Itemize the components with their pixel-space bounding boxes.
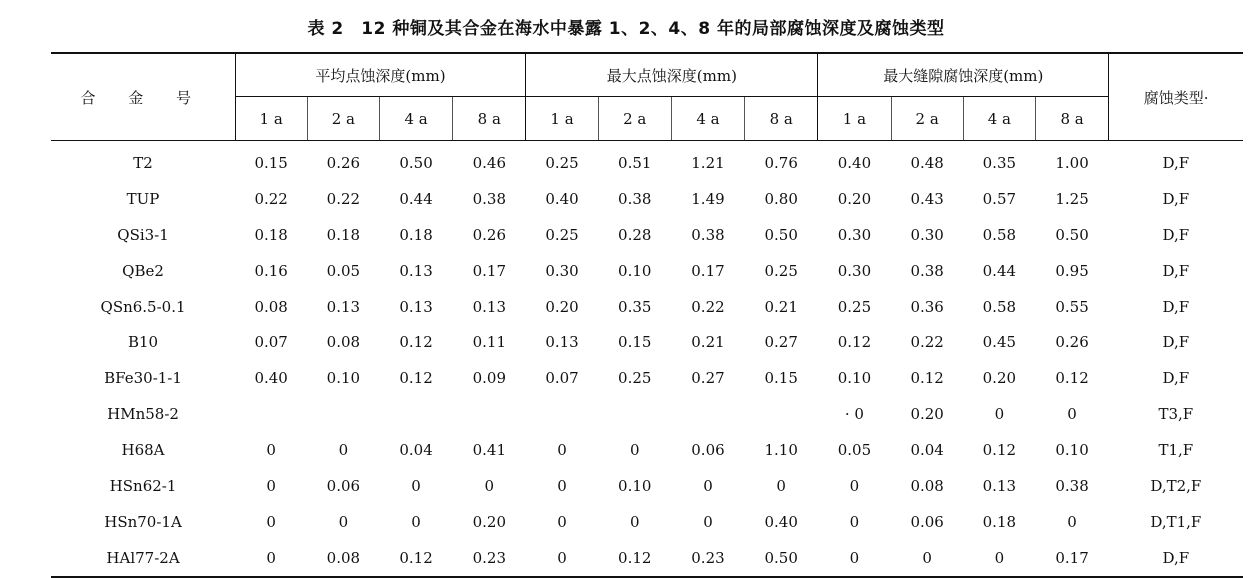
depth-value-cell: 0.16 bbox=[254, 261, 288, 280]
alloy-name-cell: HSn70-1A bbox=[104, 512, 182, 531]
depth-value-cell: 0.20 bbox=[982, 369, 1017, 388]
depth-value-cell: 0.20 bbox=[545, 297, 579, 316]
depth-value-cell: 0.40 bbox=[837, 153, 872, 172]
table-title: 表 2 12 种铜及其合金在海水中暴露 1、2、4、8 年的局部腐蚀深度及腐蚀类型 bbox=[307, 19, 945, 39]
depth-value-cell bbox=[526, 396, 598, 432]
year-header: 4 a bbox=[671, 97, 744, 141]
table-row bbox=[51, 141, 1243, 181]
depth-value-cell: 1.10 bbox=[764, 441, 798, 460]
depth-value-cell: 0.44 bbox=[399, 189, 433, 208]
depth-value-cell: 0 bbox=[1067, 405, 1077, 424]
corrosion-type-cell: D,F bbox=[1162, 189, 1190, 208]
depth-value-cell bbox=[235, 396, 307, 432]
depth-value-cell: 0.09 bbox=[472, 369, 507, 388]
depth-value-cell: 0.12 bbox=[837, 333, 872, 352]
depth-value-cell: 0.50 bbox=[399, 153, 433, 172]
depth-value-cell: 0.40 bbox=[254, 369, 288, 388]
depth-value-cell: 0.38 bbox=[910, 261, 944, 280]
corrosion-data-table bbox=[51, 52, 1243, 578]
depth-value-cell: 0.44 bbox=[982, 261, 1017, 280]
alloy-name-cell: TUP bbox=[126, 189, 160, 208]
depth-value-cell: 0 bbox=[266, 512, 276, 531]
depth-value-cell: · 0 bbox=[844, 405, 864, 424]
depth-value-cell: 0.23 bbox=[671, 540, 744, 577]
depth-value-cell: 0 bbox=[557, 476, 567, 495]
depth-value-cell: 0.17 bbox=[472, 261, 507, 280]
depth-value-cell: 0.10 bbox=[618, 476, 652, 495]
depth-value-cell: 0.26 bbox=[1055, 333, 1089, 352]
table-row bbox=[51, 432, 1243, 468]
max-pitting-depth-header: 最大点蚀深度(mm) bbox=[526, 53, 818, 97]
depth-value-cell: 0.13 bbox=[545, 333, 579, 352]
depth-value-cell: 0.35 bbox=[618, 297, 652, 316]
year-header: 1 a bbox=[818, 97, 891, 141]
corrosion-type-cell: T3,F bbox=[1158, 405, 1194, 424]
corrosion-type-cell: D,F bbox=[1162, 225, 1190, 244]
depth-value-cell: 0 bbox=[484, 476, 495, 495]
depth-value-cell: 0.22 bbox=[910, 333, 944, 352]
depth-value-cell: 1.00 bbox=[1055, 153, 1089, 172]
alloy-name-cell: HSn62-1 bbox=[109, 476, 177, 495]
depth-value-cell: 0.15 bbox=[254, 153, 288, 172]
depth-value-cell: 0.10 bbox=[326, 369, 361, 388]
table-row bbox=[51, 289, 1243, 325]
year-header: 2 a bbox=[307, 97, 379, 141]
depth-value-cell: 0 bbox=[703, 512, 713, 531]
depth-value-cell bbox=[379, 396, 452, 432]
depth-value-cell: 0.38 bbox=[618, 189, 652, 208]
max-crevice-corrosion-header: 最大缝隙腐蚀深度(mm) bbox=[818, 53, 1109, 97]
depth-value-cell: 0.06 bbox=[691, 441, 725, 460]
depth-value-cell: 0.38 bbox=[691, 225, 725, 244]
depth-value-cell: 0.95 bbox=[1055, 261, 1089, 280]
depth-value-cell: 0 bbox=[776, 476, 786, 495]
depth-value-cell: 0 bbox=[629, 512, 640, 531]
depth-value-cell bbox=[307, 396, 379, 432]
depth-value-cell: 0.12 bbox=[910, 369, 944, 388]
depth-value-cell: 0.38 bbox=[472, 189, 507, 208]
depth-value-cell: 0.18 bbox=[326, 225, 361, 244]
year-header: 8 a bbox=[1035, 97, 1108, 141]
depth-value-cell: 0.25 bbox=[837, 297, 872, 316]
depth-value-cell: 0.58 bbox=[982, 297, 1017, 316]
depth-value-cell: 0.08 bbox=[307, 540, 379, 577]
alloy-name-cell: T2 bbox=[133, 153, 153, 172]
depth-value-cell: 0 bbox=[849, 476, 860, 495]
table-row bbox=[51, 181, 1243, 217]
depth-value-cell: 0.10 bbox=[1055, 441, 1089, 460]
depth-value-cell: 0 bbox=[411, 512, 421, 531]
year-header: 4 a bbox=[963, 97, 1035, 141]
alloy-column-header: 合 金 号 bbox=[51, 53, 235, 141]
depth-value-cell: 0 bbox=[849, 512, 860, 531]
table-row bbox=[51, 217, 1243, 253]
depth-value-cell: 0.20 bbox=[910, 405, 944, 424]
depth-value-cell: 0.08 bbox=[326, 333, 361, 352]
depth-value-cell: 0 bbox=[1067, 512, 1077, 531]
depth-value-cell: 0.22 bbox=[691, 297, 725, 316]
year-header: 8 a bbox=[745, 97, 818, 141]
depth-value-cell: 0 bbox=[557, 512, 567, 531]
depth-value-cell: 0 bbox=[338, 441, 349, 460]
depth-value-cell: 0.06 bbox=[326, 476, 361, 495]
depth-value-cell: 0 bbox=[526, 540, 598, 577]
group-header-row bbox=[51, 53, 1243, 97]
depth-value-cell: 0.25 bbox=[618, 369, 652, 388]
depth-value-cell: 0.13 bbox=[326, 297, 361, 316]
depth-value-cell: 0.12 bbox=[982, 441, 1017, 460]
depth-value-cell: 0.12 bbox=[399, 333, 433, 352]
corrosion-type-cell: D,F bbox=[1162, 261, 1190, 280]
alloy-name-cell: QBe2 bbox=[122, 261, 164, 280]
depth-value-cell: 0 bbox=[338, 512, 349, 531]
depth-value-cell: 0.50 bbox=[1055, 225, 1089, 244]
depth-value-cell: 0.30 bbox=[837, 261, 872, 280]
table-row bbox=[51, 540, 1243, 577]
alloy-name-cell: H68A bbox=[121, 441, 165, 460]
depth-value-cell: 0.30 bbox=[545, 261, 579, 280]
corrosion-type-cell: T1,F bbox=[1158, 441, 1194, 460]
depth-value-cell: 0 bbox=[266, 476, 276, 495]
depth-value-cell: 0.07 bbox=[545, 369, 579, 388]
depth-value-cell: 0.50 bbox=[764, 225, 798, 244]
depth-value-cell: 0.80 bbox=[764, 189, 798, 208]
table-row bbox=[51, 324, 1243, 360]
corrosion-type-cell: D,F bbox=[1109, 540, 1243, 577]
corrosion-type-cell: D,T1,F bbox=[1150, 512, 1202, 531]
corrosion-type-cell: D,F bbox=[1162, 297, 1190, 316]
depth-value-cell: 0.18 bbox=[254, 225, 288, 244]
table-row bbox=[51, 396, 1243, 432]
depth-value-cell: 0.25 bbox=[764, 261, 798, 280]
depth-value-cell: 0.04 bbox=[399, 441, 433, 460]
depth-value-cell: 0.58 bbox=[982, 225, 1017, 244]
alloy-name-cell: QSn6.5-0.1 bbox=[100, 297, 186, 316]
avg-pitting-depth-header: 平均点蚀深度(mm) bbox=[235, 53, 526, 97]
depth-value-cell: 0.13 bbox=[399, 297, 433, 316]
alloy-name-cell: HMn58-2 bbox=[107, 405, 179, 424]
depth-value-cell: 0.28 bbox=[618, 225, 652, 244]
depth-value-cell: 0.11 bbox=[472, 333, 507, 352]
depth-value-cell: 0.25 bbox=[545, 153, 579, 172]
year-header: 1 a bbox=[235, 97, 307, 141]
depth-value-cell: 0.12 bbox=[1055, 369, 1089, 388]
depth-value-cell: 0.12 bbox=[399, 369, 433, 388]
year-header: 2 a bbox=[598, 97, 671, 141]
depth-value-cell: 0.17 bbox=[1035, 540, 1108, 577]
year-header: 2 a bbox=[891, 97, 963, 141]
depth-value-cell: 0.26 bbox=[326, 153, 361, 172]
depth-value-cell: 0.57 bbox=[982, 189, 1017, 208]
year-header: 8 a bbox=[453, 97, 526, 141]
depth-value-cell: 0 bbox=[235, 540, 307, 577]
depth-value-cell: 0.10 bbox=[837, 369, 872, 388]
depth-value-cell: 0.15 bbox=[764, 369, 798, 388]
depth-value-cell: 0.10 bbox=[618, 261, 652, 280]
table-row bbox=[51, 360, 1243, 396]
corrosion-type-header: 腐蚀类型· bbox=[1109, 53, 1243, 141]
depth-value-cell: 1.21 bbox=[691, 153, 725, 172]
depth-value-cell: 0.06 bbox=[910, 512, 944, 531]
alloy-name-cell: HAl77-2A bbox=[51, 540, 235, 577]
depth-value-cell: 0.18 bbox=[982, 512, 1017, 531]
depth-value-cell: 0.27 bbox=[691, 369, 725, 388]
alloy-name-cell: BFe30-1-1 bbox=[104, 369, 182, 388]
depth-value-cell: 0.41 bbox=[472, 441, 507, 460]
depth-value-cell bbox=[598, 396, 671, 432]
depth-value-cell: 0.05 bbox=[837, 441, 872, 460]
depth-value-cell: 0.18 bbox=[399, 225, 433, 244]
depth-value-cell: 0.27 bbox=[764, 333, 798, 352]
depth-value-cell: 0.17 bbox=[691, 261, 725, 280]
depth-value-cell: 0.36 bbox=[910, 297, 944, 316]
depth-value-cell: 0 bbox=[818, 540, 891, 577]
corrosion-type-cell: D,T2,F bbox=[1150, 476, 1202, 495]
depth-value-cell: 0.51 bbox=[618, 153, 652, 172]
depth-value-cell: 0.30 bbox=[910, 225, 944, 244]
depth-value-cell: 0 bbox=[891, 540, 963, 577]
depth-value-cell: 0.13 bbox=[472, 297, 507, 316]
depth-value-cell: 0.40 bbox=[545, 189, 579, 208]
depth-value-cell: 0.48 bbox=[910, 153, 944, 172]
depth-value-cell: 0.35 bbox=[982, 153, 1017, 172]
depth-value-cell bbox=[453, 396, 526, 432]
depth-value-cell: 0.26 bbox=[472, 225, 507, 244]
depth-value-cell: 0.21 bbox=[764, 297, 798, 316]
depth-value-cell: 0.07 bbox=[254, 333, 288, 352]
depth-value-cell: 0.08 bbox=[254, 297, 288, 316]
depth-value-cell: 0.04 bbox=[910, 441, 944, 460]
table-row bbox=[51, 253, 1243, 289]
depth-value-cell: 0.13 bbox=[982, 476, 1017, 495]
depth-value-cell: 0.76 bbox=[764, 153, 798, 172]
alloy-name-cell: B10 bbox=[127, 333, 159, 352]
table-body bbox=[51, 141, 1243, 577]
depth-value-cell: 0.38 bbox=[1055, 476, 1089, 495]
depth-value-cell: 0.30 bbox=[837, 225, 872, 244]
depth-value-cell: 0.12 bbox=[598, 540, 671, 577]
depth-value-cell: 0.20 bbox=[472, 512, 507, 531]
depth-value-cell: 1.25 bbox=[1055, 189, 1089, 208]
depth-value-cell: 0.21 bbox=[691, 333, 725, 352]
depth-value-cell: 0 bbox=[703, 476, 713, 495]
depth-value-cell: 0.46 bbox=[472, 153, 507, 172]
depth-value-cell: 0 bbox=[963, 540, 1035, 577]
depth-value-cell: 0 bbox=[266, 441, 276, 460]
depth-value-cell: 0.43 bbox=[910, 189, 944, 208]
depth-value-cell: 0.50 bbox=[745, 540, 818, 577]
depth-value-cell: 0 bbox=[629, 441, 640, 460]
depth-value-cell: 0.22 bbox=[254, 189, 288, 208]
corrosion-type-cell: D,F bbox=[1162, 153, 1190, 172]
depth-value-cell: 0.23 bbox=[453, 540, 526, 577]
depth-value-cell: 0.15 bbox=[618, 333, 652, 352]
table-row bbox=[51, 468, 1243, 504]
depth-value-cell bbox=[671, 396, 744, 432]
depth-value-cell: 0 bbox=[557, 441, 567, 460]
alloy-name-cell: QSi3-1 bbox=[117, 225, 169, 244]
corrosion-type-cell: D,F bbox=[1162, 333, 1190, 352]
depth-value-cell: 0.25 bbox=[545, 225, 579, 244]
depth-value-cell: 0.55 bbox=[1055, 297, 1089, 316]
depth-value-cell: 0.08 bbox=[910, 476, 944, 495]
corrosion-type-cell: D,F bbox=[1162, 369, 1190, 388]
depth-value-cell: 1.49 bbox=[691, 189, 725, 208]
depth-value-cell: 0.13 bbox=[399, 261, 433, 280]
depth-value-cell bbox=[745, 396, 818, 432]
depth-value-cell: 0.45 bbox=[982, 333, 1017, 352]
depth-value-cell: 0.22 bbox=[326, 189, 361, 208]
depth-value-cell: 0 bbox=[994, 405, 1005, 424]
depth-value-cell: 0.20 bbox=[837, 189, 872, 208]
depth-value-cell: 0.40 bbox=[764, 512, 798, 531]
year-header: 1 a bbox=[526, 97, 598, 141]
depth-value-cell: 0.12 bbox=[379, 540, 452, 577]
year-header: 4 a bbox=[379, 97, 452, 141]
table-row bbox=[51, 504, 1243, 540]
depth-value-cell: 0 bbox=[411, 476, 421, 495]
depth-value-cell: 0.05 bbox=[326, 261, 361, 280]
